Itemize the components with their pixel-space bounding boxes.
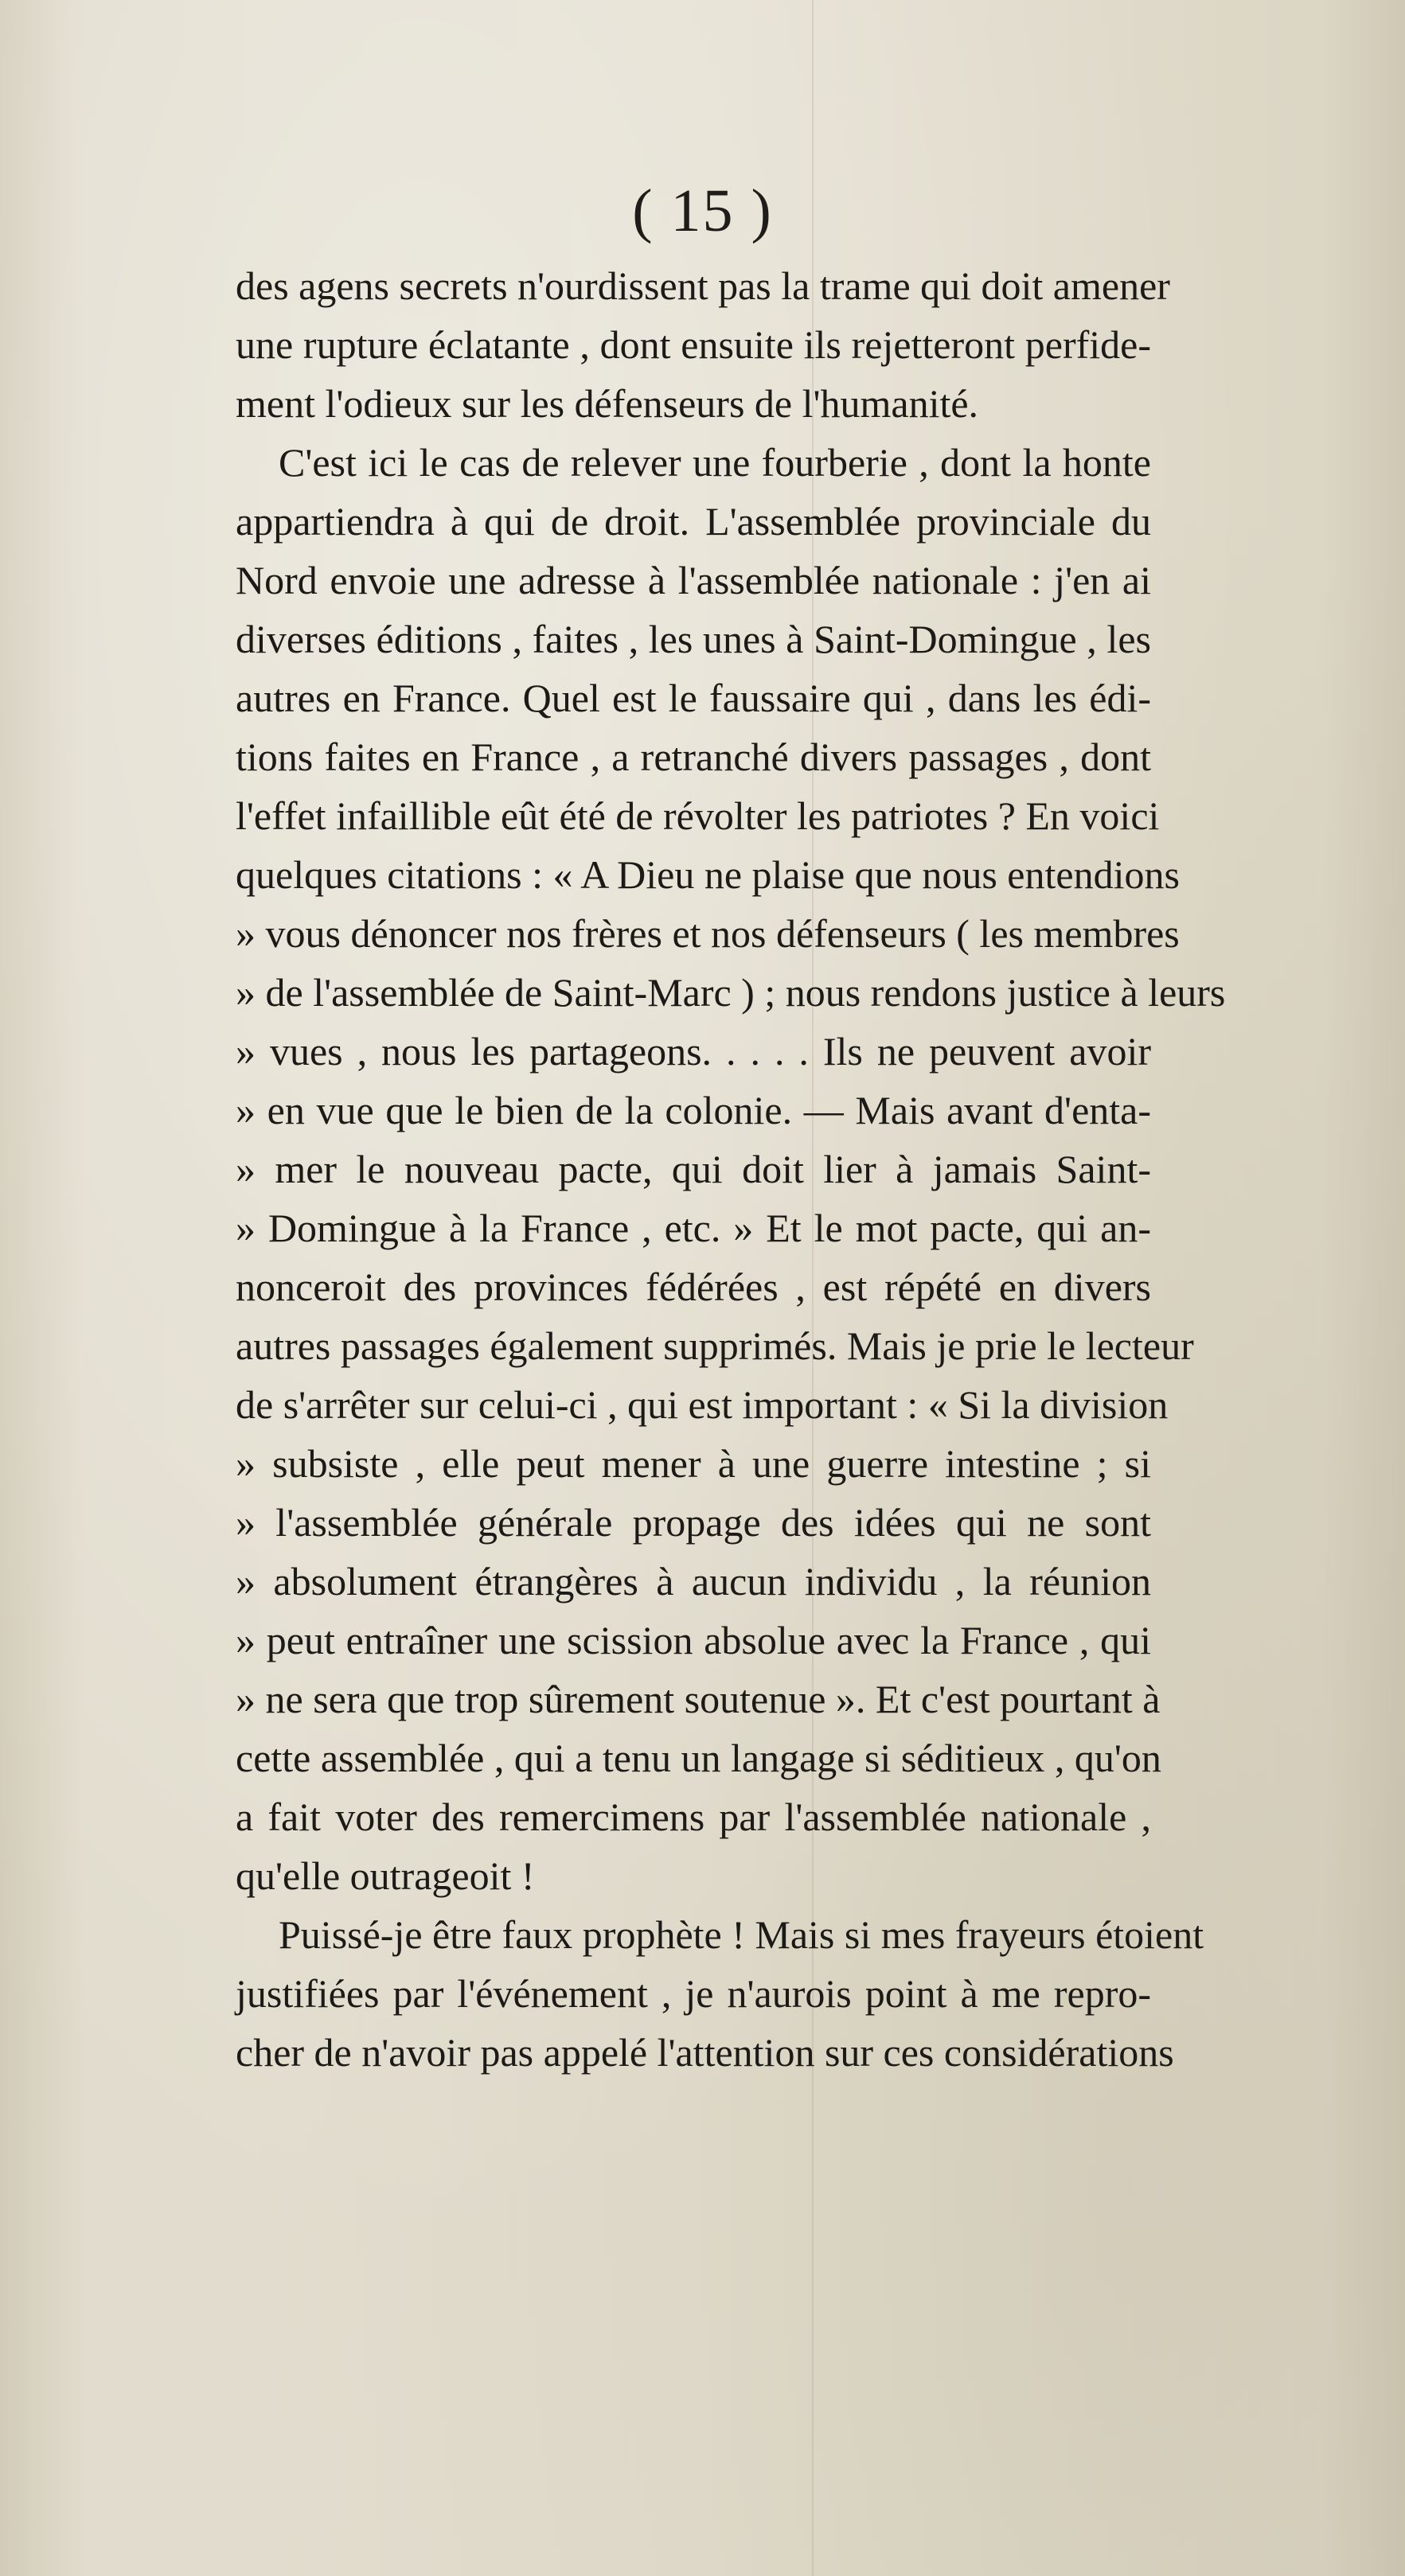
text-line: autres en France. Quel est le faussaire qui , dans les édi- [236,676,1151,720]
text-line: Puissé-je être faux prophète ! Mais si mes frayeurs étoient [279,1912,1204,1957]
text-line: diverses éditions , faites , les unes à Saint-Domingue , les [236,617,1151,661]
text-line: autres passages également supprimés. Mais je prie le lecteur [236,1323,1194,1368]
text-line: » en vue que le bien de la colonie. — Mais avant d'enta- [236,1088,1151,1132]
text-line: tions faites en France , a retranché divers passages , dont [236,735,1151,779]
page-number: ( 15 ) [632,177,773,244]
text-line: nonceroit des provinces fédérées , est répété en divers [236,1265,1151,1309]
text-line: » absolument étrangères à aucun individu , la réunion [236,1559,1151,1604]
text-line: quelques citations : « A Dieu ne plaise que nous entendions [236,852,1180,897]
text-line: des agens secrets n'ourdissent pas la trame qui doit amener [236,263,1170,308]
text-line: » subsiste , elle peut mener à une guerre intestine ; si [236,1441,1151,1486]
text-line: Nord envoie une adresse à l'assemblée nationale : j'en ai [236,558,1151,602]
text-line: cette assemblée , qui a tenu un langage si séditieux , qu'on [236,1736,1161,1780]
text-line: » mer le nouveau pacte, qui doit lier à jamais Saint- [236,1147,1151,1191]
body-text [236,256,1226,2082]
text-line: cher de n'avoir pas appelé l'attention sur ces considérations [236,2030,1174,2075]
text-line: l'effet infaillible eût été de révolter les patriotes ? En voici [236,793,1160,838]
text-line: C'est ici le cas de relever une fourberie , dont la honte [279,440,1151,485]
text-line: » l'assemblée générale propage des idées qui ne sont [236,1500,1151,1545]
text-line: » ne sera que trop sûrement soutenue ». Et c'est pourtant à [236,1677,1161,1721]
text-line: appartiendra à qui de droit. L'assemblée provinciale du [236,499,1151,544]
text-line: a fait voter des remercimens par l'assemblée nationale , [236,1795,1151,1839]
text-line: » vues , nous les partageons. . . . . Ils ne peuvent avoir [236,1029,1151,1074]
text-line: une rupture éclatante , dont ensuite ils rejetteront perfide- [236,322,1151,367]
text-line: » peut entraîner une scission absolue avec la France , qui [236,1618,1151,1662]
text-line: qu'elle outrageoit ! [236,1853,535,1898]
text-line: justifiées par l'événement , je n'aurois point à me repro- [236,1971,1151,2016]
text-line: » de l'assemblée de Saint-Marc ) ; nous rendons justice à leurs [236,970,1226,1015]
text-line: » Domingue à la France , etc. » Et le mot pacte, qui an- [236,1206,1151,1250]
text-line: » vous dénoncer nos frères et nos défenseurs ( les membres [236,911,1180,956]
text-line: ment l'odieux sur les défenseurs de l'humanité. [236,381,979,426]
text-line: de s'arrêter sur celui-ci , qui est important : « Si la division [236,1382,1169,1427]
